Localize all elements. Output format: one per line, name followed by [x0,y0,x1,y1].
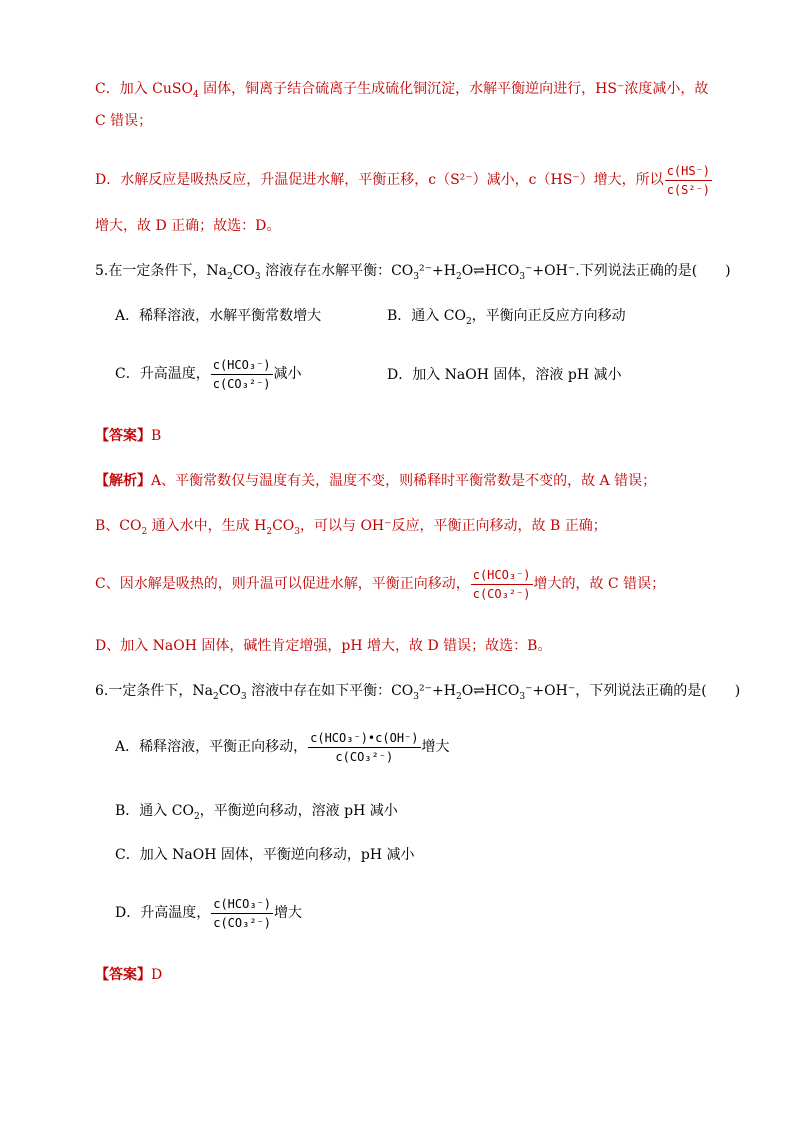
fraction-hs-over-s: $\frac{c(HS^-)}{\text{c(S²⁻)}}$ [666,163,711,197]
question-6-stem: 6.一定条件下，$Na_2CO_3$ 溶液中存在如下平衡：$CO_3^{2-}+H_2O\rightleftharpoons HCO_3^-+OH^-$，下列说法正确的是( ) [95,683,741,702]
question-5-explanation-2: B、$CO_2$ 通入水中，生成 $H_2CO_3$，可以与 OH⁻反应，平衡正向移动，故 B 正确； [95,518,607,537]
fraction-hco3-over-co3: $\frac{\text{c(HCO₃⁻)}}{\text{c(CO₃²⁻)}}$ [212,357,271,391]
question-6-option-a: A．稀释溶液，平衡正向移动， $\frac{\text{c(HCO₃⁻)•c(OH⁻)}}{\text{c(CO₃²⁻)}}$ 增大 [115,730,450,764]
fraction-hco3-oh-over-co3: $\frac{\text{c(HCO₃⁻)•c(OH⁻)}}{\text{c(CO₃²⁻)}}$ [310,730,419,764]
question-6-option-b: B．通入 $CO_2$，平衡逆向移动，溶液 pH 减小 [115,803,398,822]
prev-explanation-d-line1: D．水解反应是吸热反应，升温促进水解，平衡正移，c（S²⁻）减小，c（HS⁻）增大，所以 $\frac{c(HS^-)}{\text{c(S²⁻)}}$ [95,163,711,197]
prev-explanation-d-line2: 增大，故 D 正确；故选：D。 [95,218,281,234]
prev-explanation-c-line1: C．加入 CuSO$_4$ 固体，铜离子结合硫离子生成硫化铜沉淀，水解平衡逆向进行，HS⁻浓度减小，故 [95,81,709,100]
answer-label: 【答案】 [95,967,151,983]
question-5-option-a: A．稀释溶液，水解平衡常数增大 [115,308,322,324]
question-6-option-c: C．加入 NaOH 固体，平衡逆向移动，pH 减小 [115,847,415,863]
question-5-option-d: D．加入 NaOH 固体，溶液 pH 减小 [387,367,622,383]
answer-label: 【答案】 [95,428,151,444]
question-6-answer: 【答案】D [95,967,163,983]
question-5-option-c: C．升高温度， $\frac{\text{c(HCO₃⁻)}}{\text{c(CO₃²⁻)}}$ 减小 [115,357,302,391]
fraction-hco3-over-co3: $\frac{\text{c(HCO₃⁻)}}{\text{c(CO₃²⁻)}}$ [472,567,531,601]
question-5-explanation-3: C、因水解是吸热的，则升温可以促进水解，平衡正向移动， $\frac{\text{c(HCO₃⁻)}}{\text{c(CO₃²⁻)}}$ 增大的，故 C 错误； [95,567,666,601]
question-5-stem: 5.在一定条件下，$Na_2CO_3$ 溶液存在水解平衡：$CO_3^{2-}+H_2O\rightleftharpoons HCO_3^-+OH^-$.下列说法正确的是( ) [95,263,731,282]
fraction-hco3-over-co3: $\frac{\text{c(HCO₃⁻)}}{\text{c(CO₃²⁻)}}$ [213,896,272,930]
prev-explanation-c-line2: C 错误； [95,113,153,129]
question-5-explanation-4: D、加入 NaOH 固体，碱性肯定增强，pH 增大，故 D 错误；故选：B。 [95,638,552,654]
question-5-explanation-1: 【解析】A、平衡常数仅与温度有关，温度不变，则稀释时平衡常数是不变的，故 A 错误； [95,473,657,489]
question-5-answer: 【答案】B [95,428,162,444]
question-5-option-b: B．通入 $CO_2$，平衡向正反应方向移动 [387,308,626,327]
question-6-option-d: D．升高温度， $\frac{\text{c(HCO₃⁻)}}{\text{c(CO₃²⁻)}}$ 增大 [115,896,303,930]
analysis-label: 【解析】 [95,473,151,489]
